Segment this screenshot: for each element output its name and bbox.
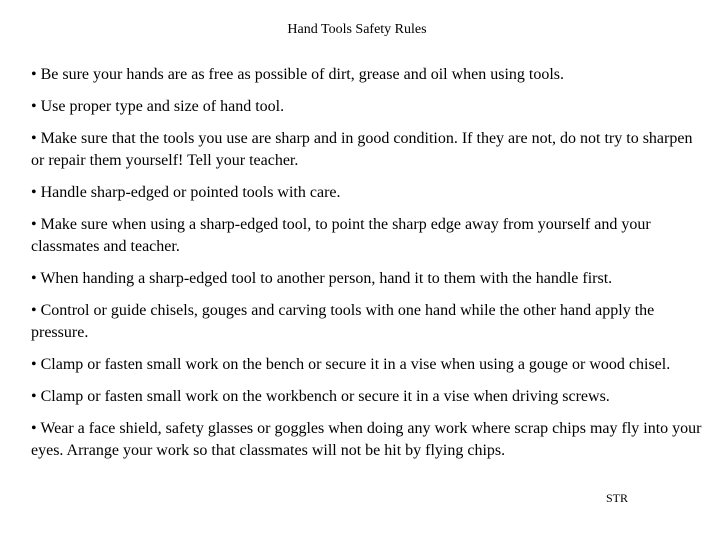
rule-item: • Handle sharp-edged or pointed tools with care. [31,184,341,201]
page-title: Hand Tools Safety Rules [287,22,427,37]
rule-item: • Use proper type and size of hand tool. [31,98,285,115]
rule-item: • When handing a sharp-edged tool to another person, hand it to them with the handle first. [31,270,613,287]
rule-item: • Make sure when using a sharp-edged tool, to point the sharp edge away from yourself and your classmates and teacher. [31,216,651,255]
rule-item: • Wear a face shield, safety glasses or goggles when doing any work where scrap chips may fly into your eyes. Arrange your work so that classmates will not be hit by flying chips. [31,420,702,459]
rule-item: • Make sure that the tools you use are sharp and in good condition. If they are not, do not try to sharpen or repair them yourself! Tell your teacher. [31,130,693,169]
rule-item: • Clamp or fasten small work on the workbench or secure it in a vise when driving screws. [31,388,610,405]
rule-item: • Control or guide chisels, gouges and carving tools with one hand while the other hand apply the pressure. [31,302,655,341]
rule-item: • Clamp or fasten small work on the bench or secure it in a vise when using a gouge or wood chisel. [31,356,671,373]
signature: STR [606,491,629,505]
safety-rules-list [31,64,703,472]
rule-item: • Be sure your hands are as free as possible of dirt, grease and oil when using tools. [31,66,565,83]
